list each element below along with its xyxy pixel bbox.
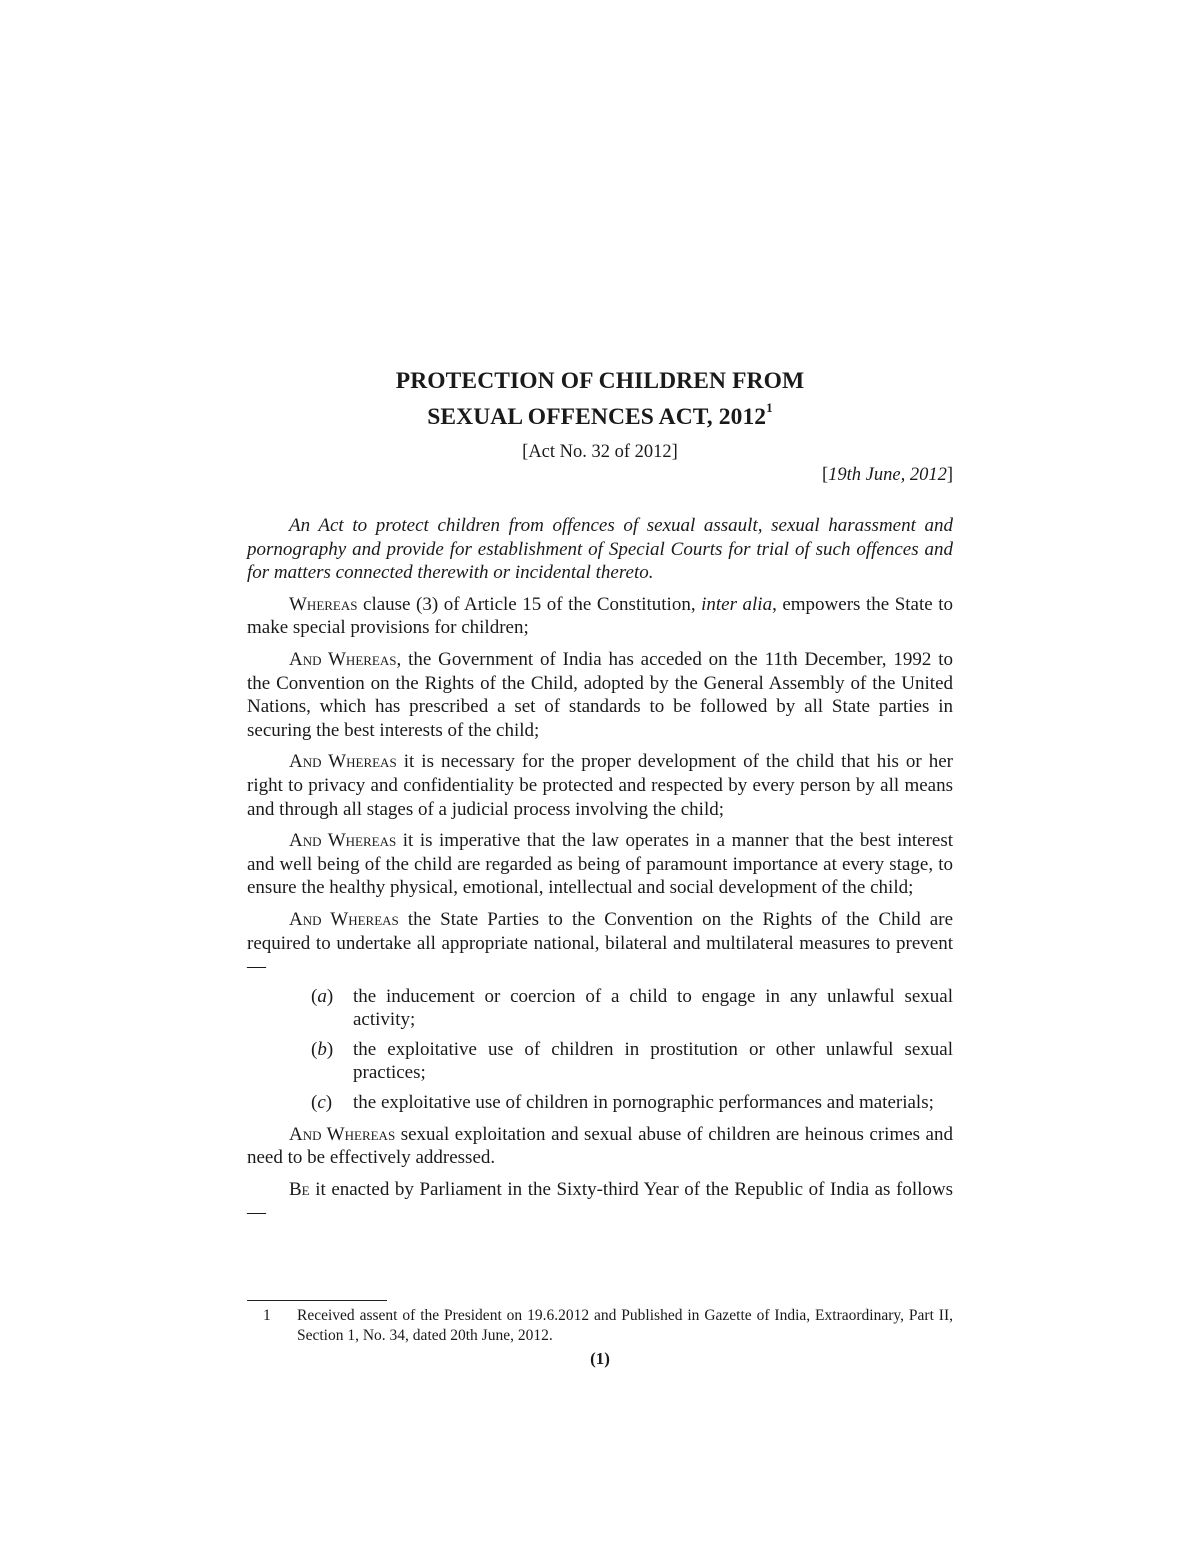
clause-text: the exploitative use of children in prostitution or other unlawful sexual practices;	[353, 1038, 953, 1084]
footnote	[247, 1306, 953, 1346]
recital-6	[247, 1123, 953, 1170]
preamble	[247, 514, 953, 1233]
recital-lead: And Whereas	[289, 1123, 396, 1145]
act-title-line-2-text: SEXUAL OFFENCES ACT, 2012	[427, 403, 767, 430]
recital-2	[247, 648, 953, 742]
clause-text: the inducement or coercion of a child to engage in any unlawful sexual activity;	[353, 985, 953, 1031]
act-title-line-2	[247, 396, 953, 432]
recital-lead: And Whereas	[289, 908, 399, 930]
assent-date	[247, 463, 953, 487]
recital-lead: And Whereas	[289, 751, 397, 773]
clause-marker: (a)	[311, 985, 334, 1007]
enacting-lead: Be	[289, 1178, 310, 1200]
recital-text: clause (3) of Article 15 of the Constitution,	[357, 593, 702, 615]
clause-item	[247, 1091, 953, 1115]
clause-text: the exploitative use of children in pornographic performances and materials;	[353, 1092, 934, 1114]
recital-text: it is necessary for the proper development of the child that his or her right to privacy and confidentiality be protected and respected by every person by all means and through all stages of a judicial process involving the child;	[247, 751, 954, 820]
long-title: An Act to protect children from offences of sexual assault, sexual harassment and pornography and provide for establishment of Special Courts for trial of such offences and for matters connected therewith or incidental thereto.	[247, 515, 953, 584]
clause-item	[247, 985, 953, 1032]
recital-text: sexual exploitation and sexual abuse of children are heinous crimes and need to be effectively addressed.	[247, 1123, 953, 1169]
footnote-reference[interactable]: 1	[766, 400, 773, 415]
clause-list	[247, 985, 953, 1115]
date-text: 19th June, 2012	[828, 465, 947, 485]
clause-marker: (b)	[311, 1038, 334, 1060]
act-title	[247, 366, 953, 432]
recital-text: the State Parties to the Convention on the Rights of the Child are required to undertake all appropriate national, bilateral and multilateral measures to prevent—	[247, 908, 953, 978]
recital-5	[247, 908, 953, 979]
act-title-line-1: PROTECTION OF CHILDREN FROM	[395, 368, 805, 394]
page-number: (1)	[590, 1349, 610, 1368]
recital-text: it is imperative that the law operates in a manner that the best interest and well being of the child are regarded as being of paramount importance at every stage, to ensure the healthy physical, emotional, intellectual and social development of the child;	[247, 830, 953, 899]
recital-1	[247, 593, 953, 640]
recital-3	[247, 750, 953, 821]
enacting-text: it enacted by Parliament in the Sixty-third Year of the Republic of India as follows—	[247, 1178, 953, 1224]
recital-lead: And Whereas	[289, 648, 397, 670]
recital-lead: And Whereas	[289, 830, 397, 852]
date-bracket-open: [	[821, 465, 829, 485]
recital-4	[247, 829, 953, 900]
clause-item	[247, 1038, 953, 1085]
recital-text: , the Government of India has acceded on the 11th December, 1992 to the Convention on the Rights of the Child, adopted by the General Assembly of the United Nations, which has prescribed a set of standards to be followed by all State parties in securing the best interests of the child;	[247, 648, 954, 741]
enacting-formula	[247, 1178, 953, 1225]
recital-italic: inter alia	[701, 593, 773, 615]
recital-text: , empowers the State to make special provisions for children;	[247, 593, 953, 639]
footnote-number: 1	[263, 1307, 271, 1324]
date-bracket-close: ]	[946, 465, 953, 485]
recital-lead: Whereas	[289, 593, 358, 615]
act-number: [Act No. 32 of 2012]	[522, 442, 678, 462]
footnote-divider	[247, 1300, 387, 1301]
footnote-text: Received assent of the President on 19.6.2012 and Published in Gazette of India, Extraordinary, Part II, Section 1, No. 34, dated 20th June, 2012.	[297, 1307, 953, 1344]
clause-marker: (c)	[311, 1092, 333, 1114]
